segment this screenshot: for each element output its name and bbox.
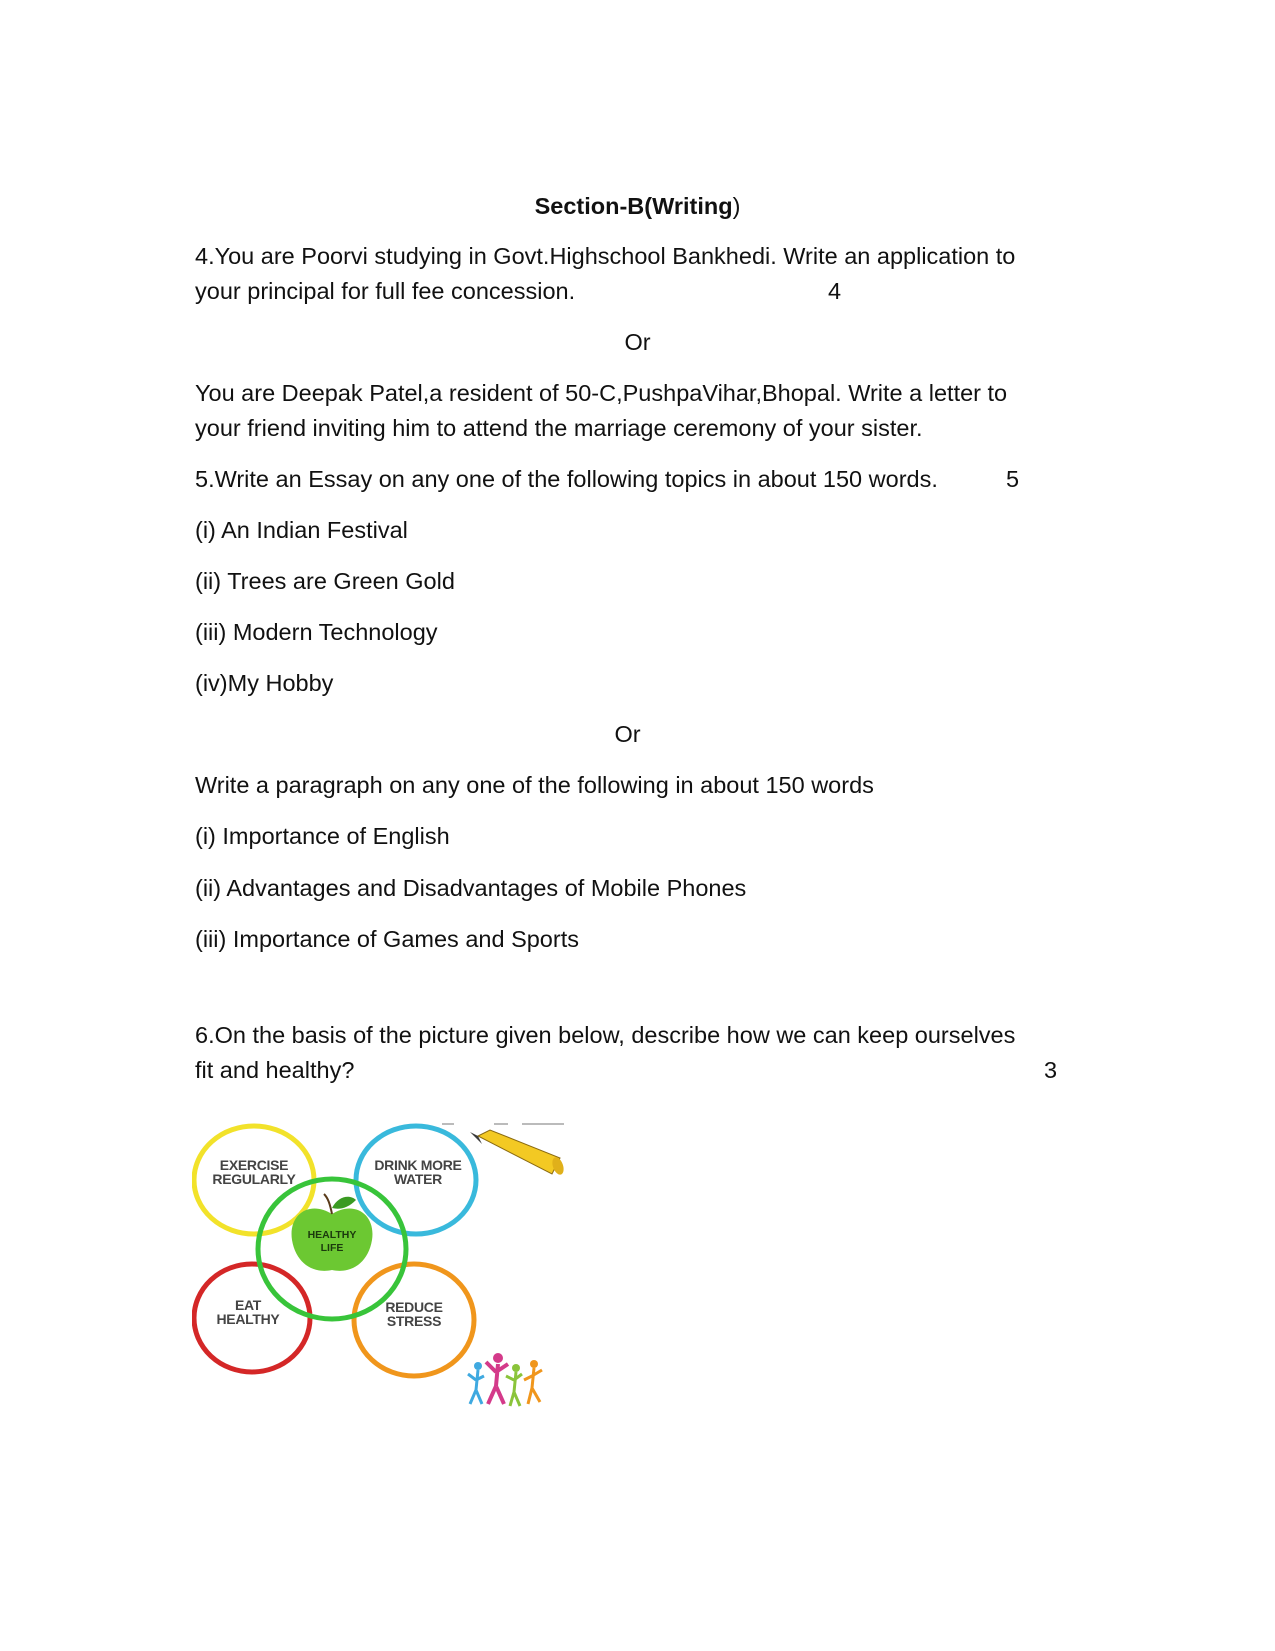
q4-line-1: 4.You are Poorvi studying in Govt.Highschool Bankhedi. Write an application to [195,243,1016,269]
q5-marks: 5 [1006,466,1020,492]
q6-line-2: fit and healthy? [195,1057,355,1083]
q5-line-1: 5.Write an Essay on any one of the following topics in about 150 words. [195,466,938,492]
q4-marks: 4 [828,278,842,304]
q4-alt-line-2: your friend inviting him to attend the marriage ceremony of your sister. [195,415,923,441]
q6-marks: 3 [1044,1057,1058,1083]
healthy-life-label: HEALTHY [307,1229,357,1241]
exercise-label: REGULARLY [212,1171,296,1187]
q5-alt-option: (i) Importance of English [195,823,450,849]
q5-option: (iii) Modern Technology [195,619,438,645]
pencil-icon [470,1130,566,1176]
eat-label: EAT [234,1297,262,1313]
q5-alt-option: (iii) Importance of Games and Sports [195,926,579,952]
people-icon [468,1353,542,1406]
water-label: WATER [393,1171,443,1187]
stress-label: STRESS [386,1313,442,1329]
q5-option: (i) An Indian Festival [195,517,408,543]
q5-alt-option: (ii) Advantages and Disadvantages of Mobile Phones [195,875,747,901]
q4-or: Or [624,329,651,355]
q4-line-2: your principal for full fee concession. [195,278,576,304]
healthy-life-diagram [192,1118,572,1418]
q6-line-1: 6.On the basis of the picture given below, describe how we can keep ourselves [195,1022,1016,1048]
exercise-label: EXERCISE [219,1157,289,1173]
q4-alt-line-1: You are Deepak Patel,a resident of 50-C,PushpaVihar,Bhopal. Write a letter to [195,380,1008,406]
q5-alt-line: Write a paragraph on any one of the following in about 150 words [195,772,874,798]
stress-label: REDUCE [385,1299,443,1315]
water-label: DRINK MORE [374,1157,462,1173]
q5-option: (iv)My Hobby [195,670,334,696]
eat-label: HEALTHY [216,1311,280,1327]
section-title: Section-B(Writing) [534,193,741,219]
q5-or: Or [614,721,641,747]
q5-option: (ii) Trees are Green Gold [195,568,455,594]
healthy-life-label: LIFE [320,1242,344,1254]
